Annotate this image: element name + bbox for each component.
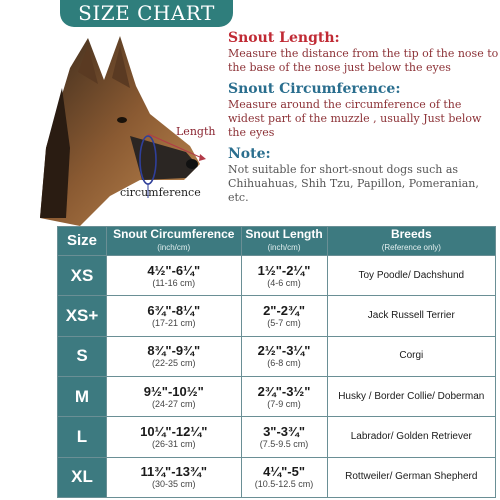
- row-size: XL: [58, 457, 107, 497]
- header-circumference-unit: (inch/cm): [157, 243, 191, 252]
- snout-circumference-heading: Snout Circumference:: [228, 81, 401, 97]
- row-breeds: [327, 376, 495, 416]
- table-row: [58, 256, 496, 296]
- header-length-label: Snout Length: [245, 227, 323, 241]
- header-length-unit: (inch/cm): [267, 243, 301, 252]
- length-inch: 4¼"-5": [263, 464, 306, 480]
- row-size: XS: [58, 256, 107, 296]
- row-length: [241, 336, 327, 376]
- length-label: Length: [176, 125, 216, 138]
- length-cm: (7-9 cm): [267, 398, 301, 409]
- circumference-inch: 11¾"-13¾": [140, 464, 208, 480]
- table-header-row: [58, 227, 496, 256]
- row-circumference: [107, 296, 242, 336]
- size-table: [57, 226, 496, 498]
- length-cm: (4-6 cm): [267, 277, 301, 288]
- circumference-label: circumference: [120, 186, 201, 199]
- breeds-text: Husky / Border Collie/ Doberman: [338, 390, 485, 402]
- circumference-inch: 6¾"-8¼": [147, 302, 201, 318]
- row-size: M: [58, 376, 107, 416]
- row-breeds: [327, 256, 495, 296]
- note-heading: Note:: [228, 146, 271, 162]
- header-length: [241, 227, 327, 256]
- snout-length-heading: Snout Length:: [228, 30, 340, 46]
- length-inch: 2¾"-3½": [257, 383, 311, 399]
- row-circumference: [107, 417, 242, 457]
- note-text: Not suitable for short-snout dogs such as Chihuahuas, Shih Tzu, Papillon, Pomeranian, etc.: [228, 163, 479, 204]
- row-breeds: [327, 457, 495, 497]
- circumference-inch: 8¾"-9¾": [147, 343, 201, 359]
- row-length: [241, 376, 327, 416]
- header-circumference: [107, 227, 242, 256]
- table-row: [58, 336, 496, 376]
- circumference-cm: (26-31 cm): [151, 438, 196, 449]
- breeds-text: Toy Poodle/ Dachshund: [358, 269, 465, 281]
- length-inch: 1½"-2¼": [257, 262, 311, 278]
- length-cm: (10.5-12.5 cm): [254, 479, 314, 490]
- header-breeds-note: (Reference only): [381, 243, 441, 252]
- row-size: L: [58, 417, 107, 457]
- length-inch: 3"-3¾": [263, 423, 306, 439]
- row-circumference: [107, 256, 242, 296]
- row-length: [241, 417, 327, 457]
- row-breeds: [327, 336, 495, 376]
- snout-length-text: Measure the distance from the tip of the nose to the base of the nose just below the eyes: [228, 47, 499, 74]
- header-breeds: [327, 227, 495, 256]
- row-breeds: [327, 296, 495, 336]
- row-circumference: [107, 336, 242, 376]
- breeds-text: Corgi: [399, 350, 424, 362]
- row-breeds: [327, 417, 495, 457]
- circumference-cm: (24-27 cm): [151, 398, 196, 409]
- table-row: [58, 417, 496, 457]
- breeds-text: Jack Russell Terrier: [367, 309, 455, 321]
- table-row: [58, 376, 496, 416]
- row-length: [241, 296, 327, 336]
- row-length: [241, 457, 327, 497]
- size-chart-title: SIZE CHART: [60, 0, 233, 27]
- header-breeds-label: Breeds: [390, 227, 432, 241]
- row-size: XS+: [58, 296, 107, 336]
- length-inch: 2"-2¾": [263, 302, 306, 318]
- measurement-info: [228, 30, 500, 209]
- header-size: Size: [58, 227, 107, 256]
- circumference-inch: 4½"-6¼": [147, 262, 201, 278]
- row-size: S: [58, 336, 107, 376]
- breeds-text: Rottweiler/ German Shepherd: [345, 471, 478, 483]
- snout-circumference-text: Measure around the circumference of the widest part of the muzzle , usually Just below the eyes: [228, 98, 482, 139]
- circumference-cm: (11-16 cm): [152, 277, 196, 288]
- table-row: [58, 296, 496, 336]
- circumference-cm: (30-35 cm): [151, 479, 196, 490]
- circumference-cm: (22-25 cm): [151, 358, 196, 369]
- row-circumference: [107, 376, 242, 416]
- circumference-cm: (17-21 cm): [151, 317, 196, 328]
- circumference-inch: 10¼"-12¼": [140, 423, 208, 439]
- length-cm: (5-7 cm): [267, 317, 301, 328]
- length-cm: (6-8 cm): [267, 358, 301, 369]
- row-length: [241, 256, 327, 296]
- circumference-inch: 9½"-10½": [143, 383, 204, 399]
- breeds-text: Labrador/ Golden Retriever: [350, 430, 472, 442]
- length-inch: 2½"-3¼": [257, 343, 311, 359]
- table-row: [58, 457, 496, 497]
- size-table-grid: [57, 226, 496, 498]
- length-cm: (7.5-9.5 cm): [259, 438, 309, 449]
- row-circumference: [107, 457, 242, 497]
- header-circumference-label: Snout Circumference: [113, 227, 235, 241]
